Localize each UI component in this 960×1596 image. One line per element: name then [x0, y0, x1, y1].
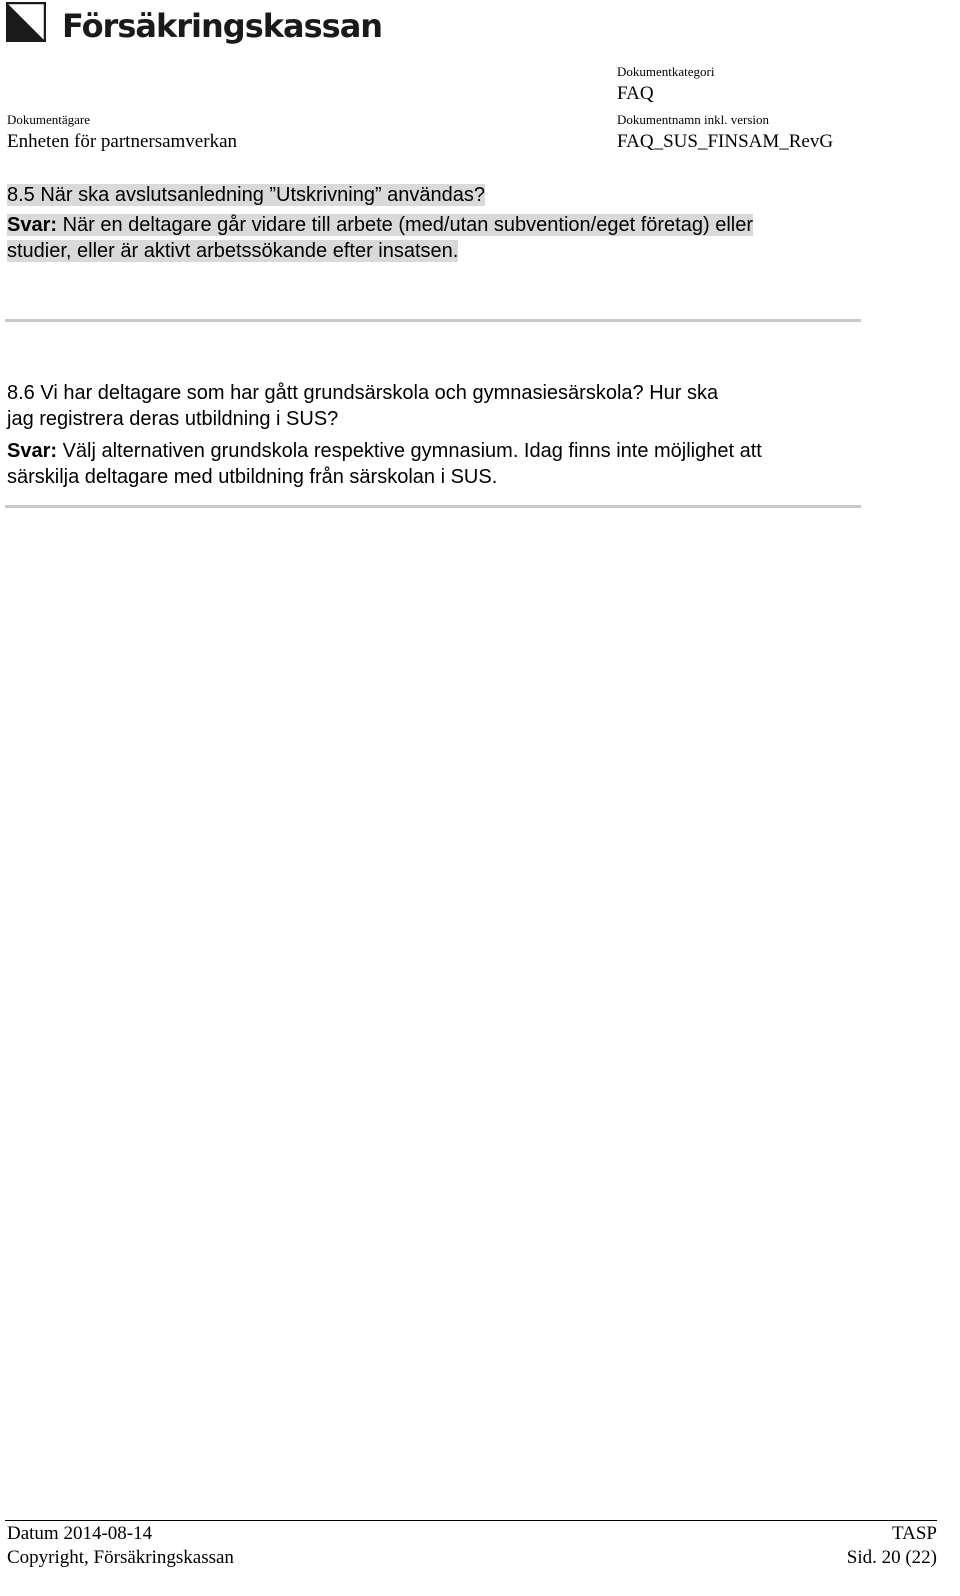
question-line-1: 8.6 Vi har deltagare som har gått grundsärskola och gymnasiesärskola? Hur ska [7, 382, 719, 404]
faq-question [7, 380, 867, 432]
doc-name-label: Dokumentnamn inkl. version [617, 112, 770, 127]
footer-date: Datum 2014-08-14 [7, 1523, 153, 1544]
answer-prefix: Svar: [7, 214, 58, 236]
doc-owner-value: Enheten för partnersamverkan [7, 131, 238, 152]
faq-question [7, 182, 867, 208]
faq-answer [7, 212, 867, 264]
faq-answer [7, 438, 867, 490]
answer-line-2: särskilja deltagare med utbildning från särskolan i SUS. [7, 466, 498, 488]
doc-category-label: Dokumentkategori [617, 64, 715, 79]
faq-question-text: 8.5 När ska avslutsanledning ”Utskrivning” användas? [7, 184, 486, 206]
section-divider [5, 319, 861, 322]
answer-prefix: Svar: [7, 440, 58, 462]
section-divider [5, 505, 861, 508]
answer-line-1: När en deltagare går vidare till arbete (med/utan subvention/eget företag) eller [57, 214, 753, 236]
footer-rule [5, 1520, 937, 1521]
footer-copyright: Copyright, Försäkringskassan [7, 1547, 234, 1568]
question-line-2: jag registrera deras utbildning i SUS? [7, 408, 339, 430]
footer-org: TASP [892, 1523, 937, 1544]
answer-line-2: studier, eller är aktivt arbetssökande efter insatsen. [7, 240, 459, 262]
doc-owner-label: Dokumentägare [7, 112, 91, 127]
answer-line-1: Välj alternativen grundskola respektive gymnasium. Idag finns inte möjlighet att [57, 440, 762, 462]
doc-category-value: FAQ [617, 83, 654, 104]
forsakringskassan-logo-icon [6, 2, 46, 42]
doc-name-value: FAQ_SUS_FINSAM_RevG [617, 131, 834, 152]
footer-page-number: Sid. 20 (22) [846, 1547, 937, 1568]
logo-text: Försäkringskassan [62, 7, 383, 45]
